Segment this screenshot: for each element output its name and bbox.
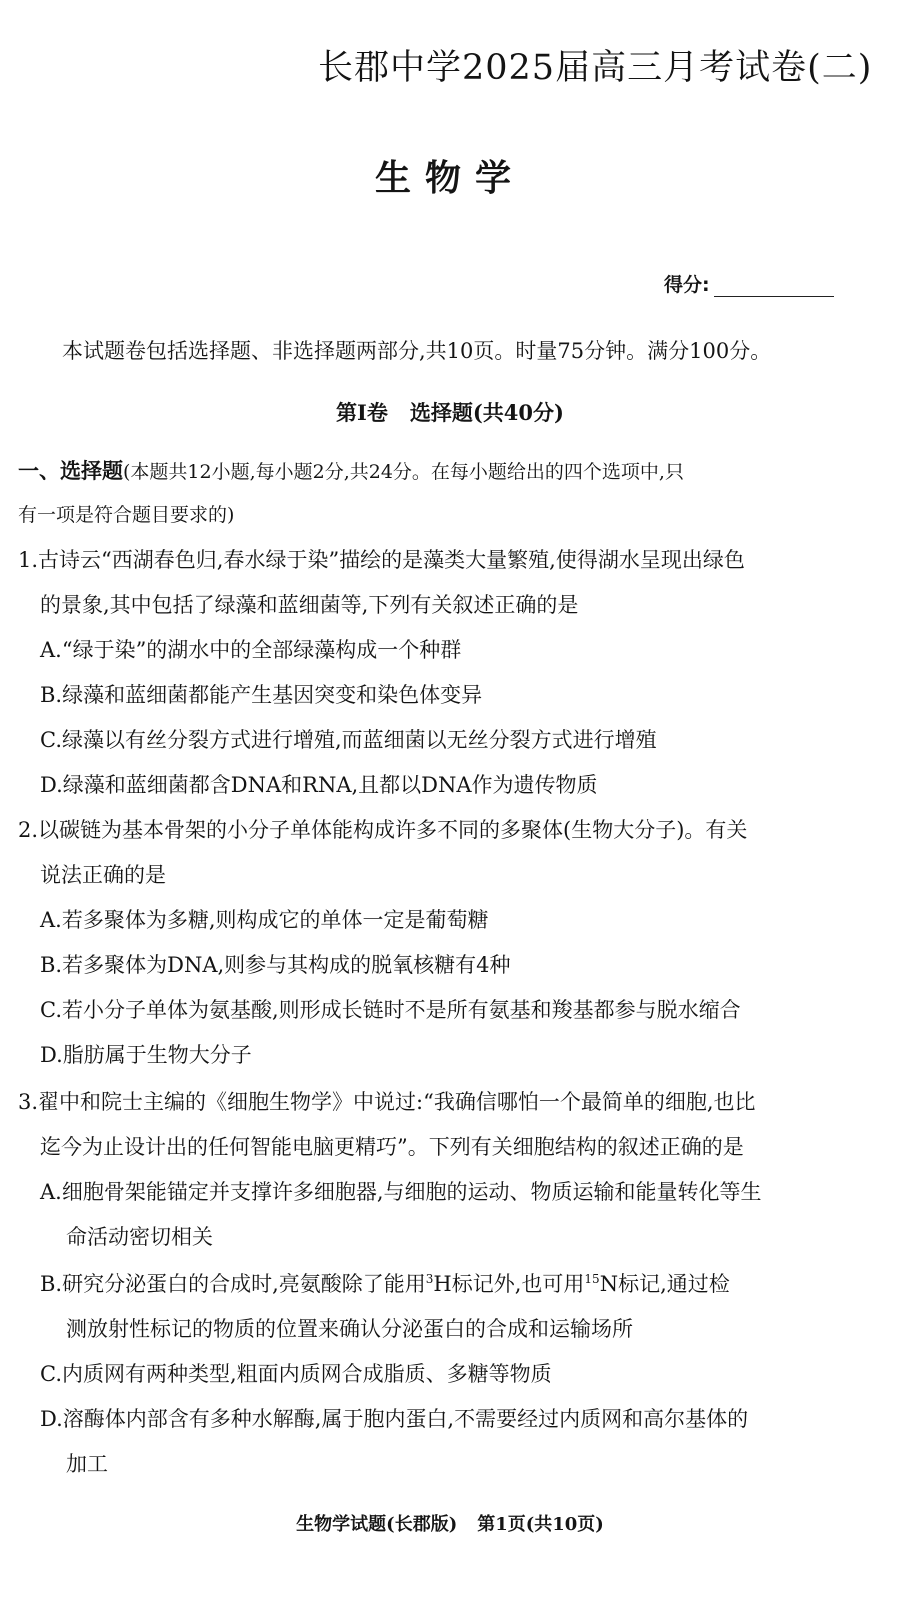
q2-option-d: D.脂肪属于生物大分子 [40, 1043, 252, 1067]
q3-option-b-text1: B.研究分泌蛋白的合成时,亮氨酸除了能用 [40, 1272, 426, 1296]
score-blank-line [714, 280, 834, 297]
section1-note: (本题共12小题,每小题2分,共24分。在每小题给出的四个选项中,只 [123, 461, 684, 483]
q1-option-c: C.绿藻以有丝分裂方式进行增殖,而蓝细菌以无丝分裂方式进行增殖 [40, 728, 657, 752]
footer-doc-name: 生物学试题(长郡版) [296, 1514, 458, 1535]
q3-option-b-sup1: 3 [425, 1272, 434, 1286]
subject-title: 生物学 [374, 158, 525, 199]
q2-option-c: C.若小分子单体为氨基酸,则形成长链时不是所有氨基和羧基都参与脱水缩合 [40, 998, 741, 1022]
page-footer [0, 1510, 900, 1536]
q3-option-b-sup2: 15 [584, 1272, 600, 1286]
exam-title: 长郡中学2025届高三月考试卷(二) [318, 48, 873, 88]
section1-line1 [18, 458, 684, 484]
score-label: 得分: [664, 274, 710, 296]
q3-option-b-line2: 测放射性标记的物质的位置来确认分泌蛋白的合成和运输场所 [66, 1317, 633, 1341]
section1-note-line2: 有一项是符合题目要求的) [18, 504, 235, 526]
q2-option-a: A.若多聚体为多糖,则构成它的单体一定是葡萄糖 [40, 908, 489, 932]
q3-option-b-text3: N标记,通过检 [599, 1272, 730, 1296]
score-field [664, 270, 834, 297]
q3-option-d-line1: D.溶酶体内部含有多种水解酶,属于胞内蛋白,不需要经过内质网和高尔基体的 [40, 1407, 749, 1431]
part1-title: 选择题(共40分) [409, 400, 564, 425]
q3-stem-line2: 迄今为止设计出的任何智能电脑更精巧”。下列有关细胞结构的叙述正确的是 [40, 1135, 744, 1159]
exam-intro: 本试题卷包括选择题、非选择题两部分,共10页。时量75分钟。满分100分。 [62, 339, 772, 363]
q2-stem-line2: 说法正确的是 [40, 863, 166, 887]
q3-option-b-text2: H标记外,也可用 [433, 1272, 585, 1296]
q3-option-d-line2: 加工 [66, 1452, 108, 1476]
q3-option-a-line1: A.细胞骨架能锚定并支撑许多细胞器,与细胞的运动、物质运输和能量转化等生 [40, 1180, 762, 1204]
part1-heading [0, 397, 900, 427]
footer-page-info: 第1页(共10页) [477, 1514, 604, 1535]
q3-stem-line1: 3.翟中和院士主编的《细胞生物学》中说过:“我确信哪怕一个最简单的细胞,也比 [18, 1090, 756, 1114]
q2-stem-line1: 2.以碳链为基本骨架的小分子单体能构成许多不同的多聚体(生物大分子)。有关 [18, 818, 748, 842]
q1-option-d: D.绿藻和蓝细菌都含DNA和RNA,且都以DNA作为遗传物质 [40, 773, 598, 797]
q3-option-c: C.内质网有两种类型,粗面内质网合成脂质、多糖等物质 [40, 1362, 552, 1386]
q1-option-a: A.“绿于染”的湖水中的全部绿藻构成一个种群 [40, 638, 462, 662]
part1-name: 第Ⅰ卷 [336, 400, 388, 425]
q1-option-b: B.绿藻和蓝细菌都能产生基因突变和染色体变异 [40, 683, 483, 707]
q1-stem-line1: 1.古诗云“西湖春色归,春水绿于染”描绘的是藻类大量繁殖,使得湖水呈现出绿色 [18, 548, 745, 572]
q3-option-a-line2: 命活动密切相关 [66, 1225, 213, 1249]
q3-option-b-line1 [40, 1272, 730, 1297]
q2-option-b: B.若多聚体为DNA,则参与其构成的脱氧核糖有4种 [40, 953, 511, 977]
section1-title: 一、选择题 [18, 458, 123, 483]
q1-stem-line2: 的景象,其中包括了绿藻和蓝细菌等,下列有关叙述正确的是 [40, 593, 579, 617]
